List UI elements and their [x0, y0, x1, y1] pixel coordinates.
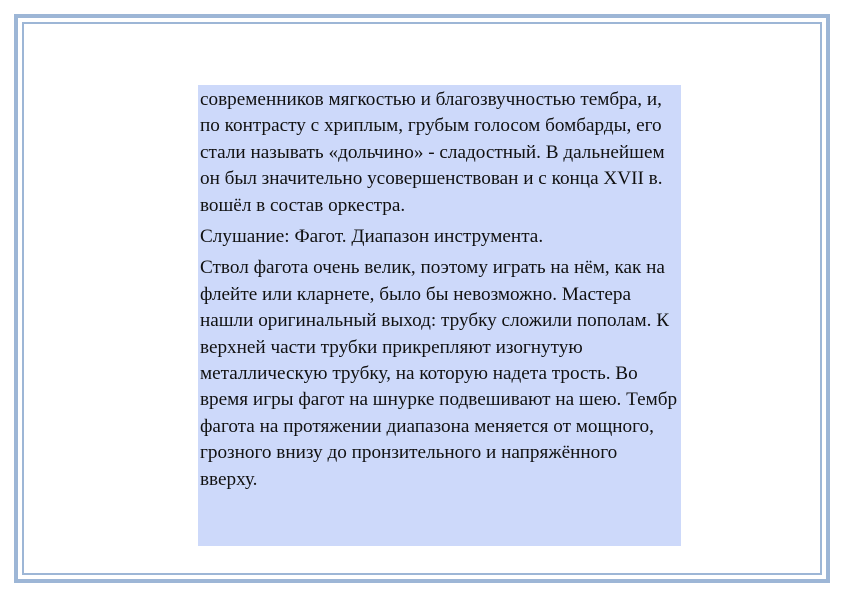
paragraph-construction: Ствол фагота очень велик, поэтому играть на нём, как на флейте или кларнете, было бы невозможно. Мастера нашли оригинальный выход: трубку сложили пополам. К верхней части трубки прикрепляют изогнутую металлическую трубку, на которую надета трость. Во время игры фагот на шнурке подвешивают на шею. Тембр фагота на протяжении диапазона меняется от мощного, грозного внизу до пронзительного и напряжённого вверху. — [200, 257, 678, 490]
paragraph-history: современников мягкостью и благозвучностью тембра, и, по контрасту с хриплым, грубым голосом бомбарды, его стали называть «дольчино» - сладостный. В дальнейшем он был значительно усовершенствован и с конца XVII в. вошёл в состав оркестра. — [200, 89, 665, 216]
paragraph-listening: Слушание: Фагот. Диапазон инструмента. — [200, 226, 544, 248]
text-block — [198, 85, 681, 546]
